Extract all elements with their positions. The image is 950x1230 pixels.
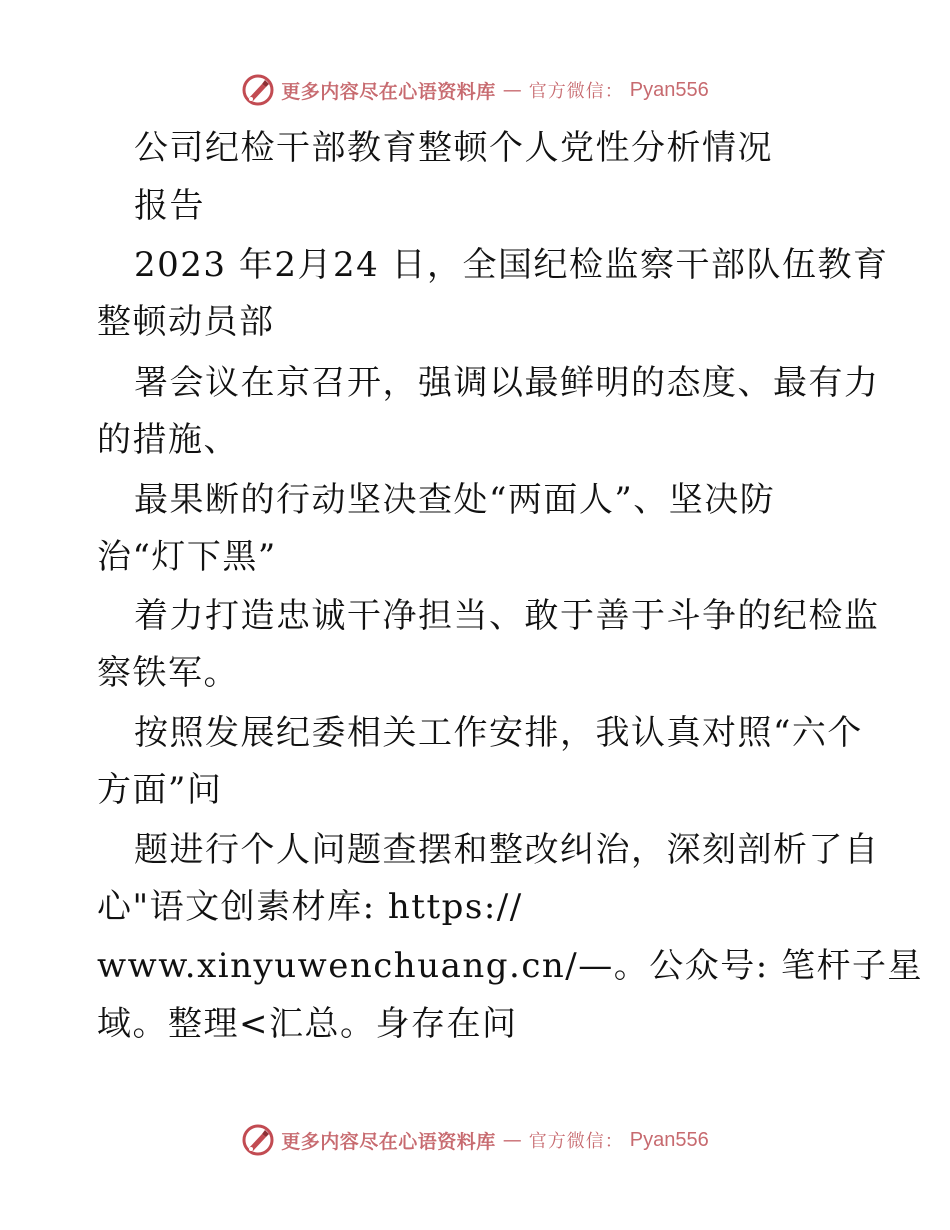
doc-text-line: 署会议在京召开，强调以最鲜明的态度、最有力 (134, 363, 880, 403)
doc-text-line: 着力打造忠诚干净担当、敢于善于斗争的纪检监 (134, 596, 880, 636)
doc-text-line: www.xinyuwenchuang.cn/—。公众号: 笔杆子星 (97, 946, 923, 986)
watermark-sub-text: 官方微信： (528, 81, 624, 102)
doc-title-line-2: 报告 (134, 186, 205, 226)
footer-watermark (0, 1120, 950, 1160)
doc-text-line: 方面”问 (97, 770, 223, 810)
doc-text-line: 域。整理<汇总。身存在问 (97, 1004, 518, 1044)
doc-text-line: 治“灯下黑” (97, 537, 277, 577)
watermark-dash: — (502, 1129, 522, 1151)
doc-text-line: 2023 年2月24 日，全国纪检监察干部队伍教育 (134, 245, 889, 285)
watermark-main-text: 更多内容尽在心语资料库 (281, 80, 496, 103)
doc-text-line: 题进行个人问题查摆和整改纠治，深刻剖析了自 (134, 830, 880, 870)
doc-text-line: 整顿动员部 (97, 302, 275, 342)
doc-text-line: 的措施、 (97, 420, 239, 460)
watermark-dash: — (502, 79, 522, 101)
doc-title-line-1: 公司纪检干部教育整顿个人党性分析情况 (134, 128, 773, 168)
watermark-handle: Pyan556 (629, 78, 709, 101)
watermark-main-text: 更多内容尽在心语资料库 (281, 1130, 496, 1153)
watermark-sub-text: 官方微信： (528, 1131, 624, 1152)
doc-text-line: 察铁军。 (97, 653, 239, 693)
watermark-handle: Pyan556 (629, 1128, 709, 1151)
doc-text-line: 最果断的行动坚决查处“两面人”、坚决防 (134, 480, 776, 520)
doc-text-line: 心"语文创素材库: https:// (97, 887, 523, 927)
doc-text-line: 按照发展纪委相关工作安排，我认真对照“六个 (134, 713, 863, 753)
pen-logo-icon (241, 1123, 275, 1157)
